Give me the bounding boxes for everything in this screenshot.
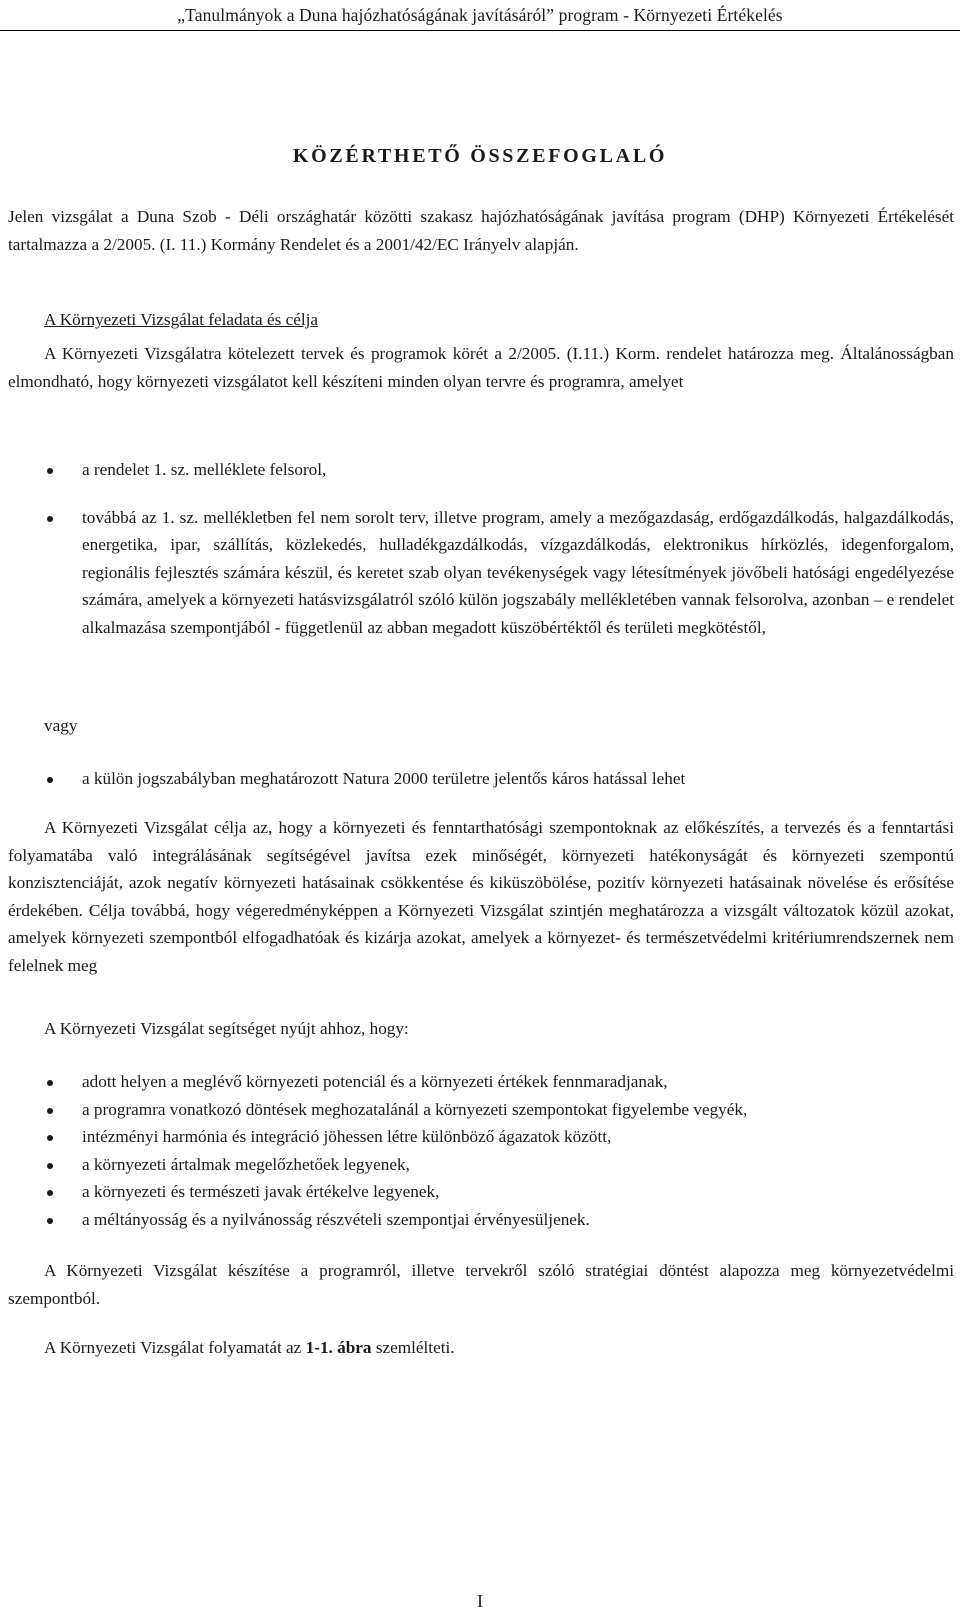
- list-item: adott helyen a meglévő környezeti potenciál és a környezeti értékek fennmaradjanak,: [44, 1068, 954, 1096]
- list-natura: [44, 765, 954, 793]
- list-help: [44, 1068, 954, 1233]
- list-item: a rendelet 1. sz. melléklete felsorol,: [44, 456, 954, 484]
- list-item: a környezeti és természeti javak értékelve legyenek,: [44, 1178, 954, 1206]
- list-item: a környezeti ártalmak megelőzhetőek legyenek,: [44, 1151, 954, 1179]
- running-header: „Tanulmányok a Duna hajózhatóságának javításáról” program - Környezeti Értékelés: [177, 5, 783, 25]
- list-item: továbbá az 1. sz. mellékletben fel nem sorolt terv, illetve program, amely a mezőgazdaság, erdőgazdálkodás, halgazdálkodás, energetika, ipar, szállítás, közlekedés, hulladékgazdálkodás, vízgazdálkodás, elektronikus hírközlés, idegenforgalom, regionális fejlesztés számára készül, és keretet szab olyan tevékenységek vagy létesítmények jövőbeli hatósági engedélyezése számára, amelyek a környezeti hatásvizsgálatról szóló külön jogszabály mellékletében vannak felsorolva, azonban – e rendelet alkalmazása szempontjából - függetlenül az abban megadott küszöbértéktől és területi megkötéstől,: [44, 504, 954, 642]
- header-rule: [0, 30, 960, 31]
- list-item: intézményi harmónia és integráció jöhessen létre különböző ágazatok között,: [44, 1123, 954, 1151]
- intro-paragraph: Jelen vizsgálat a Duna Szob - Déli országhatár közötti szakasz hajózhatóságának javítása program (DHP) Környezeti Értékelését tartalmazza a 2/2005. (I. 11.) Kormány Rendelet és a 2001/42/EC Irányelv alapján.: [8, 207, 954, 254]
- or-word: vagy: [44, 716, 78, 735]
- page-number: I: [477, 1591, 483, 1611]
- figure-reference: 1-1. ábra: [305, 1338, 372, 1357]
- paragraph-5: [8, 1334, 954, 1362]
- paragraph-5-text: A Környezeti Vizsgálat folyamatát az: [44, 1338, 306, 1357]
- paragraph-1: A Környezeti Vizsgálatra kötelezett tervek és programok körét a 2/2005. (I.11.) Korm. rendelet határozza meg. Általánosságban elmondható, hogy környezeti vizsgálatot kell készíteni minden olyan tervre és programra, amelyet: [8, 344, 954, 391]
- list-item: a külön jogszabályban meghatározott Natura 2000 területre jelentős káros hatással lehet: [44, 765, 954, 793]
- paragraph-4: A Környezeti Vizsgálat készítése a programról, illetve tervekről szóló stratégiai döntést alapozza meg környezetvédelmi szempontból.: [8, 1261, 954, 1308]
- list-item: a méltányosság és a nyilvánosság részvételi szempontjai érvényesüljenek.: [44, 1206, 954, 1234]
- list-item: a programra vonatkozó döntések meghozatalánál a környezeti szempontokat figyelembe vegyék,: [44, 1096, 954, 1124]
- paragraph-5-text-end: szemlélteti.: [371, 1338, 455, 1357]
- section-title: A Környezeti Vizsgálat feladata és célja: [44, 310, 318, 329]
- paragraph-2: A Környezeti Vizsgálat célja az, hogy a környezeti és fenntarthatósági szempontoknak az előkészítés, a tervezés és a fenntartási folyamatába való integrálásának segítségével javítsa ezek minőségét, környezeti hatékonyságát és környezeti szempontú konzisztenciáját, azok negatív környezeti hatásainak csökkentése és kiküszöbölése, pozitív környezeti hatásainak növelése és erősítése érdekében. Célja továbbá, hogy végeredményképpen a Környezeti Vizsgálat szintjén meghatározza a vizsgált változatok közül azokat, amelyek környezeti szempontból elfogadhatóak és kizárja azokat, amelyek a környezet- és természetvédelmi kritériumrendszernek nem felelnek meg: [8, 818, 954, 975]
- paragraph-3: A Környezeti Vizsgálat segítséget nyújt ahhoz, hogy:: [44, 1019, 409, 1038]
- list-required-plans: [44, 456, 954, 641]
- page-title: KÖZÉRTHETŐ ÖSSZEFOGLALÓ: [292, 145, 668, 167]
